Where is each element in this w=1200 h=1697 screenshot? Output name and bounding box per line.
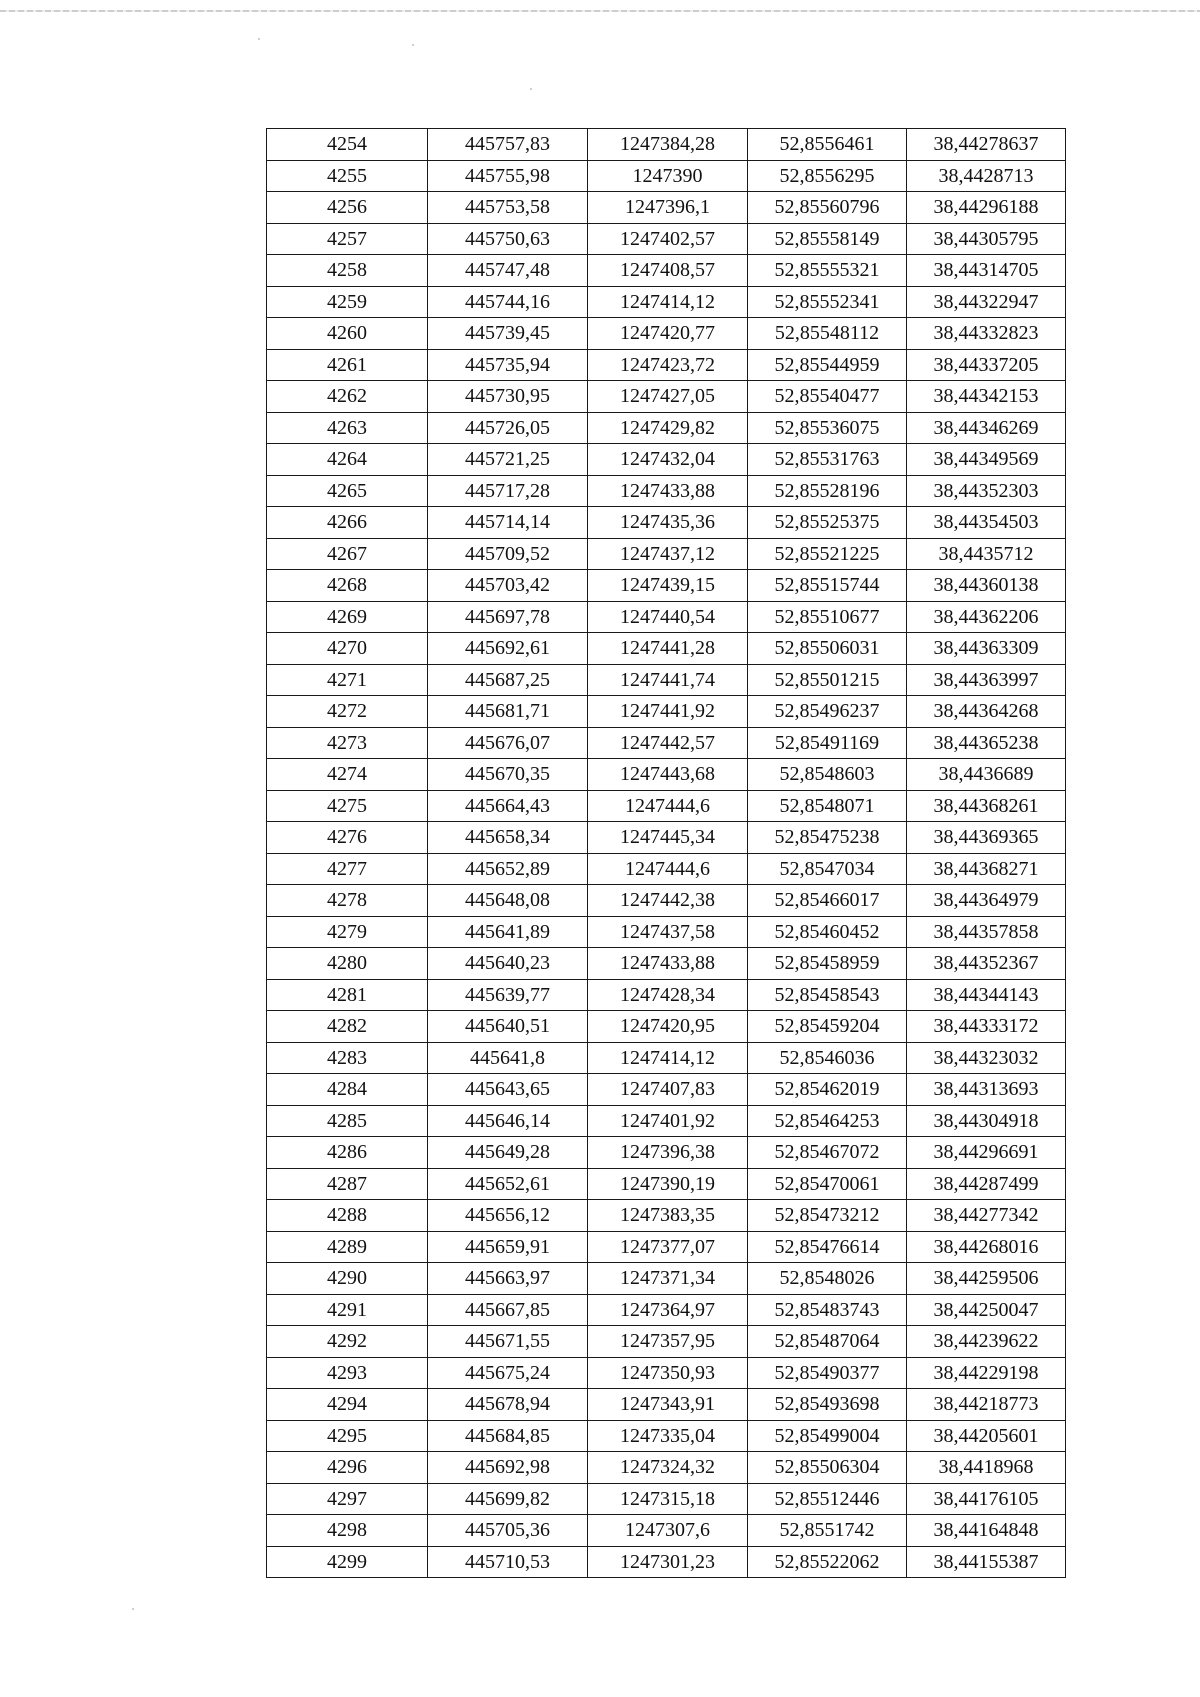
point-number-cell: 4258 (267, 255, 428, 287)
table-row (267, 633, 1066, 665)
scan-speck (258, 38, 260, 40)
table-row (267, 1326, 1066, 1358)
latitude-cell: 52,85506031 (748, 633, 907, 665)
latitude-cell: 52,85540477 (748, 381, 907, 413)
x-coordinate-cell: 445750,63 (428, 223, 588, 255)
x-coordinate-cell: 445692,98 (428, 1452, 588, 1484)
point-number-cell: 4287 (267, 1168, 428, 1200)
x-coordinate-cell: 445659,91 (428, 1231, 588, 1263)
point-number-cell: 4297 (267, 1483, 428, 1515)
x-coordinate-cell: 445656,12 (428, 1200, 588, 1232)
longitude-cell: 38,44342153 (907, 381, 1066, 413)
coordinates-table-body (267, 129, 1066, 1578)
x-coordinate-cell: 445664,43 (428, 790, 588, 822)
point-number-cell: 4275 (267, 790, 428, 822)
table-row (267, 475, 1066, 507)
longitude-cell: 38,44296188 (907, 192, 1066, 224)
latitude-cell: 52,8547034 (748, 853, 907, 885)
latitude-cell: 52,85458543 (748, 979, 907, 1011)
latitude-cell: 52,85462019 (748, 1074, 907, 1106)
y-coordinate-cell: 1247357,95 (588, 1326, 748, 1358)
longitude-cell: 38,44363997 (907, 664, 1066, 696)
y-coordinate-cell: 1247335,04 (588, 1420, 748, 1452)
longitude-cell: 38,44349569 (907, 444, 1066, 476)
latitude-cell: 52,85475238 (748, 822, 907, 854)
table-row (267, 1011, 1066, 1043)
longitude-cell: 38,44360138 (907, 570, 1066, 602)
point-number-cell: 4292 (267, 1326, 428, 1358)
x-coordinate-cell: 445757,83 (428, 129, 588, 161)
y-coordinate-cell: 1247440,54 (588, 601, 748, 633)
y-coordinate-cell: 1247384,28 (588, 129, 748, 161)
latitude-cell: 52,85467072 (748, 1137, 907, 1169)
table-row (267, 1420, 1066, 1452)
longitude-cell: 38,44346269 (907, 412, 1066, 444)
x-coordinate-cell: 445684,85 (428, 1420, 588, 1452)
point-number-cell: 4290 (267, 1263, 428, 1295)
point-number-cell: 4280 (267, 948, 428, 980)
coordinates-table (266, 128, 1066, 1578)
latitude-cell: 52,85476614 (748, 1231, 907, 1263)
table-row (267, 570, 1066, 602)
table-row (267, 255, 1066, 287)
point-number-cell: 4278 (267, 885, 428, 917)
longitude-cell: 38,44337205 (907, 349, 1066, 381)
point-number-cell: 4268 (267, 570, 428, 602)
point-number-cell: 4270 (267, 633, 428, 665)
latitude-cell: 52,85466017 (748, 885, 907, 917)
point-number-cell: 4260 (267, 318, 428, 350)
point-number-cell: 4266 (267, 507, 428, 539)
point-number-cell: 4255 (267, 160, 428, 192)
longitude-cell: 38,44176105 (907, 1483, 1066, 1515)
latitude-cell: 52,8546036 (748, 1042, 907, 1074)
y-coordinate-cell: 1247390,19 (588, 1168, 748, 1200)
longitude-cell: 38,44218773 (907, 1389, 1066, 1421)
y-coordinate-cell: 1247414,12 (588, 1042, 748, 1074)
point-number-cell: 4286 (267, 1137, 428, 1169)
y-coordinate-cell: 1247441,92 (588, 696, 748, 728)
latitude-cell: 52,85558149 (748, 223, 907, 255)
table-row (267, 1231, 1066, 1263)
scan-speck (132, 1608, 134, 1610)
y-coordinate-cell: 1247433,88 (588, 948, 748, 980)
longitude-cell: 38,44313693 (907, 1074, 1066, 1106)
longitude-cell: 38,4436689 (907, 759, 1066, 791)
longitude-cell: 38,44357858 (907, 916, 1066, 948)
table-row (267, 885, 1066, 917)
latitude-cell: 52,8551742 (748, 1515, 907, 1547)
longitude-cell: 38,44296691 (907, 1137, 1066, 1169)
y-coordinate-cell: 1247439,15 (588, 570, 748, 602)
latitude-cell: 52,85499004 (748, 1420, 907, 1452)
point-number-cell: 4298 (267, 1515, 428, 1547)
y-coordinate-cell: 1247427,05 (588, 381, 748, 413)
table-row (267, 1074, 1066, 1106)
y-coordinate-cell: 1247442,38 (588, 885, 748, 917)
y-coordinate-cell: 1247414,12 (588, 286, 748, 318)
latitude-cell: 52,85496237 (748, 696, 907, 728)
x-coordinate-cell: 445640,51 (428, 1011, 588, 1043)
y-coordinate-cell: 1247343,91 (588, 1389, 748, 1421)
x-coordinate-cell: 445667,85 (428, 1294, 588, 1326)
latitude-cell: 52,85552341 (748, 286, 907, 318)
longitude-cell: 38,4435712 (907, 538, 1066, 570)
latitude-cell: 52,8548071 (748, 790, 907, 822)
point-number-cell: 4263 (267, 412, 428, 444)
point-number-cell: 4254 (267, 129, 428, 161)
y-coordinate-cell: 1247396,38 (588, 1137, 748, 1169)
table-row (267, 1263, 1066, 1295)
latitude-cell: 52,85458959 (748, 948, 907, 980)
point-number-cell: 4269 (267, 601, 428, 633)
point-number-cell: 4282 (267, 1011, 428, 1043)
x-coordinate-cell: 445652,89 (428, 853, 588, 885)
x-coordinate-cell: 445739,45 (428, 318, 588, 350)
table-row (267, 223, 1066, 255)
longitude-cell: 38,44314705 (907, 255, 1066, 287)
point-number-cell: 4271 (267, 664, 428, 696)
y-coordinate-cell: 1247407,83 (588, 1074, 748, 1106)
x-coordinate-cell: 445648,08 (428, 885, 588, 917)
longitude-cell: 38,44352367 (907, 948, 1066, 980)
y-coordinate-cell: 1247371,34 (588, 1263, 748, 1295)
point-number-cell: 4295 (267, 1420, 428, 1452)
y-coordinate-cell: 1247383,35 (588, 1200, 748, 1232)
longitude-cell: 38,44323032 (907, 1042, 1066, 1074)
y-coordinate-cell: 1247437,12 (588, 538, 748, 570)
x-coordinate-cell: 445658,34 (428, 822, 588, 854)
longitude-cell: 38,44332823 (907, 318, 1066, 350)
table-row (267, 1137, 1066, 1169)
latitude-cell: 52,85544959 (748, 349, 907, 381)
y-coordinate-cell: 1247324,32 (588, 1452, 748, 1484)
latitude-cell: 52,85460452 (748, 916, 907, 948)
x-coordinate-cell: 445717,28 (428, 475, 588, 507)
x-coordinate-cell: 445663,97 (428, 1263, 588, 1295)
point-number-cell: 4256 (267, 192, 428, 224)
y-coordinate-cell: 1247315,18 (588, 1483, 748, 1515)
y-coordinate-cell: 1247390 (588, 160, 748, 192)
x-coordinate-cell: 445678,94 (428, 1389, 588, 1421)
point-number-cell: 4257 (267, 223, 428, 255)
x-coordinate-cell: 445639,77 (428, 979, 588, 1011)
latitude-cell: 52,85560796 (748, 192, 907, 224)
scan-speck (530, 88, 532, 90)
table-row (267, 664, 1066, 696)
table-row (267, 507, 1066, 539)
longitude-cell: 38,44268016 (907, 1231, 1066, 1263)
longitude-cell: 38,44277342 (907, 1200, 1066, 1232)
latitude-cell: 52,85493698 (748, 1389, 907, 1421)
point-number-cell: 4274 (267, 759, 428, 791)
x-coordinate-cell: 445671,55 (428, 1326, 588, 1358)
table-row (267, 790, 1066, 822)
y-coordinate-cell: 1247444,6 (588, 790, 748, 822)
x-coordinate-cell: 445705,36 (428, 1515, 588, 1547)
point-number-cell: 4265 (267, 475, 428, 507)
table-row (267, 1168, 1066, 1200)
point-number-cell: 4277 (267, 853, 428, 885)
latitude-cell: 52,85473212 (748, 1200, 907, 1232)
point-number-cell: 4289 (267, 1231, 428, 1263)
longitude-cell: 38,44365238 (907, 727, 1066, 759)
table-row (267, 412, 1066, 444)
table-row (267, 853, 1066, 885)
latitude-cell: 52,85506304 (748, 1452, 907, 1484)
table-row (267, 160, 1066, 192)
point-number-cell: 4293 (267, 1357, 428, 1389)
table-row (267, 979, 1066, 1011)
table-row (267, 1546, 1066, 1578)
longitude-cell: 38,44364268 (907, 696, 1066, 728)
latitude-cell: 52,85487064 (748, 1326, 907, 1358)
latitude-cell: 52,85522062 (748, 1546, 907, 1578)
y-coordinate-cell: 1247408,57 (588, 255, 748, 287)
x-coordinate-cell: 445670,35 (428, 759, 588, 791)
latitude-cell: 52,85490377 (748, 1357, 907, 1389)
y-coordinate-cell: 1247445,34 (588, 822, 748, 854)
table-row (267, 129, 1066, 161)
y-coordinate-cell: 1247350,93 (588, 1357, 748, 1389)
latitude-cell: 52,85536075 (748, 412, 907, 444)
longitude-cell: 38,44287499 (907, 1168, 1066, 1200)
y-coordinate-cell: 1247364,97 (588, 1294, 748, 1326)
y-coordinate-cell: 1247307,6 (588, 1515, 748, 1547)
x-coordinate-cell: 445747,48 (428, 255, 588, 287)
point-number-cell: 4262 (267, 381, 428, 413)
y-coordinate-cell: 1247402,57 (588, 223, 748, 255)
latitude-cell: 52,85515744 (748, 570, 907, 602)
table-row (267, 381, 1066, 413)
x-coordinate-cell: 445687,25 (428, 664, 588, 696)
coordinates-table-container (266, 128, 1065, 1578)
table-row (267, 1452, 1066, 1484)
longitude-cell: 38,44369365 (907, 822, 1066, 854)
point-number-cell: 4261 (267, 349, 428, 381)
latitude-cell: 52,85531763 (748, 444, 907, 476)
y-coordinate-cell: 1247401,92 (588, 1105, 748, 1137)
x-coordinate-cell: 445649,28 (428, 1137, 588, 1169)
x-coordinate-cell: 445641,89 (428, 916, 588, 948)
point-number-cell: 4294 (267, 1389, 428, 1421)
point-number-cell: 4273 (267, 727, 428, 759)
y-coordinate-cell: 1247301,23 (588, 1546, 748, 1578)
point-number-cell: 4276 (267, 822, 428, 854)
table-row (267, 916, 1066, 948)
y-coordinate-cell: 1247423,72 (588, 349, 748, 381)
latitude-cell: 52,8548603 (748, 759, 907, 791)
x-coordinate-cell: 445681,71 (428, 696, 588, 728)
x-coordinate-cell: 445675,24 (428, 1357, 588, 1389)
latitude-cell: 52,85510677 (748, 601, 907, 633)
longitude-cell: 38,44352303 (907, 475, 1066, 507)
x-coordinate-cell: 445643,65 (428, 1074, 588, 1106)
longitude-cell: 38,44364979 (907, 885, 1066, 917)
longitude-cell: 38,44305795 (907, 223, 1066, 255)
point-number-cell: 4288 (267, 1200, 428, 1232)
x-coordinate-cell: 445730,95 (428, 381, 588, 413)
point-number-cell: 4291 (267, 1294, 428, 1326)
table-row (267, 1515, 1066, 1547)
table-row (267, 444, 1066, 476)
y-coordinate-cell: 1247429,82 (588, 412, 748, 444)
y-coordinate-cell: 1247441,28 (588, 633, 748, 665)
latitude-cell: 52,85521225 (748, 538, 907, 570)
table-row (267, 286, 1066, 318)
latitude-cell: 52,85491169 (748, 727, 907, 759)
table-row (267, 1357, 1066, 1389)
latitude-cell: 52,85555321 (748, 255, 907, 287)
x-coordinate-cell: 445692,61 (428, 633, 588, 665)
x-coordinate-cell: 445641,8 (428, 1042, 588, 1074)
y-coordinate-cell: 1247435,36 (588, 507, 748, 539)
latitude-cell: 52,8556461 (748, 129, 907, 161)
x-coordinate-cell: 445676,07 (428, 727, 588, 759)
y-coordinate-cell: 1247432,04 (588, 444, 748, 476)
latitude-cell: 52,85464253 (748, 1105, 907, 1137)
latitude-cell: 52,85501215 (748, 664, 907, 696)
latitude-cell: 52,85525375 (748, 507, 907, 539)
table-row (267, 1294, 1066, 1326)
longitude-cell: 38,4418968 (907, 1452, 1066, 1484)
y-coordinate-cell: 1247396,1 (588, 192, 748, 224)
latitude-cell: 52,85459204 (748, 1011, 907, 1043)
x-coordinate-cell: 445709,52 (428, 538, 588, 570)
longitude-cell: 38,44368271 (907, 853, 1066, 885)
table-row (267, 822, 1066, 854)
longitude-cell: 38,44250047 (907, 1294, 1066, 1326)
scan-artifact-line (0, 10, 1200, 12)
table-row (267, 1042, 1066, 1074)
longitude-cell: 38,44259506 (907, 1263, 1066, 1295)
x-coordinate-cell: 445703,42 (428, 570, 588, 602)
longitude-cell: 38,44354503 (907, 507, 1066, 539)
y-coordinate-cell: 1247420,77 (588, 318, 748, 350)
x-coordinate-cell: 445753,58 (428, 192, 588, 224)
table-row (267, 192, 1066, 224)
table-row (267, 1483, 1066, 1515)
table-row (267, 349, 1066, 381)
longitude-cell: 38,44333172 (907, 1011, 1066, 1043)
longitude-cell: 38,44322947 (907, 286, 1066, 318)
x-coordinate-cell: 445646,14 (428, 1105, 588, 1137)
point-number-cell: 4285 (267, 1105, 428, 1137)
table-row (267, 759, 1066, 791)
x-coordinate-cell: 445735,94 (428, 349, 588, 381)
latitude-cell: 52,8548026 (748, 1263, 907, 1295)
y-coordinate-cell: 1247437,58 (588, 916, 748, 948)
table-row (267, 318, 1066, 350)
x-coordinate-cell: 445714,14 (428, 507, 588, 539)
point-number-cell: 4272 (267, 696, 428, 728)
table-row (267, 948, 1066, 980)
point-number-cell: 4284 (267, 1074, 428, 1106)
latitude-cell: 52,85528196 (748, 475, 907, 507)
point-number-cell: 4281 (267, 979, 428, 1011)
table-row (267, 727, 1066, 759)
x-coordinate-cell: 445652,61 (428, 1168, 588, 1200)
y-coordinate-cell: 1247443,68 (588, 759, 748, 791)
x-coordinate-cell: 445710,53 (428, 1546, 588, 1578)
longitude-cell: 38,44304918 (907, 1105, 1066, 1137)
x-coordinate-cell: 445755,98 (428, 160, 588, 192)
latitude-cell: 52,85470061 (748, 1168, 907, 1200)
longitude-cell: 38,4428713 (907, 160, 1066, 192)
x-coordinate-cell: 445697,78 (428, 601, 588, 633)
longitude-cell: 38,44205601 (907, 1420, 1066, 1452)
point-number-cell: 4259 (267, 286, 428, 318)
latitude-cell: 52,85483743 (748, 1294, 907, 1326)
longitude-cell: 38,44239622 (907, 1326, 1066, 1358)
point-number-cell: 4279 (267, 916, 428, 948)
x-coordinate-cell: 445744,16 (428, 286, 588, 318)
table-row (267, 601, 1066, 633)
point-number-cell: 4283 (267, 1042, 428, 1074)
scan-speck (412, 44, 414, 46)
longitude-cell: 38,44362206 (907, 601, 1066, 633)
table-row (267, 1389, 1066, 1421)
point-number-cell: 4264 (267, 444, 428, 476)
table-row (267, 1200, 1066, 1232)
y-coordinate-cell: 1247441,74 (588, 664, 748, 696)
latitude-cell: 52,85548112 (748, 318, 907, 350)
x-coordinate-cell: 445721,25 (428, 444, 588, 476)
y-coordinate-cell: 1247433,88 (588, 475, 748, 507)
y-coordinate-cell: 1247442,57 (588, 727, 748, 759)
x-coordinate-cell: 445699,82 (428, 1483, 588, 1515)
y-coordinate-cell: 1247444,6 (588, 853, 748, 885)
table-row (267, 1105, 1066, 1137)
longitude-cell: 38,44363309 (907, 633, 1066, 665)
longitude-cell: 38,44344143 (907, 979, 1066, 1011)
latitude-cell: 52,8556295 (748, 160, 907, 192)
longitude-cell: 38,44164848 (907, 1515, 1066, 1547)
y-coordinate-cell: 1247377,07 (588, 1231, 748, 1263)
y-coordinate-cell: 1247428,34 (588, 979, 748, 1011)
longitude-cell: 38,44229198 (907, 1357, 1066, 1389)
longitude-cell: 38,44278637 (907, 129, 1066, 161)
table-row (267, 538, 1066, 570)
longitude-cell: 38,44368261 (907, 790, 1066, 822)
latitude-cell: 52,85512446 (748, 1483, 907, 1515)
y-coordinate-cell: 1247420,95 (588, 1011, 748, 1043)
x-coordinate-cell: 445726,05 (428, 412, 588, 444)
longitude-cell: 38,44155387 (907, 1546, 1066, 1578)
point-number-cell: 4299 (267, 1546, 428, 1578)
x-coordinate-cell: 445640,23 (428, 948, 588, 980)
table-row (267, 696, 1066, 728)
point-number-cell: 4296 (267, 1452, 428, 1484)
point-number-cell: 4267 (267, 538, 428, 570)
